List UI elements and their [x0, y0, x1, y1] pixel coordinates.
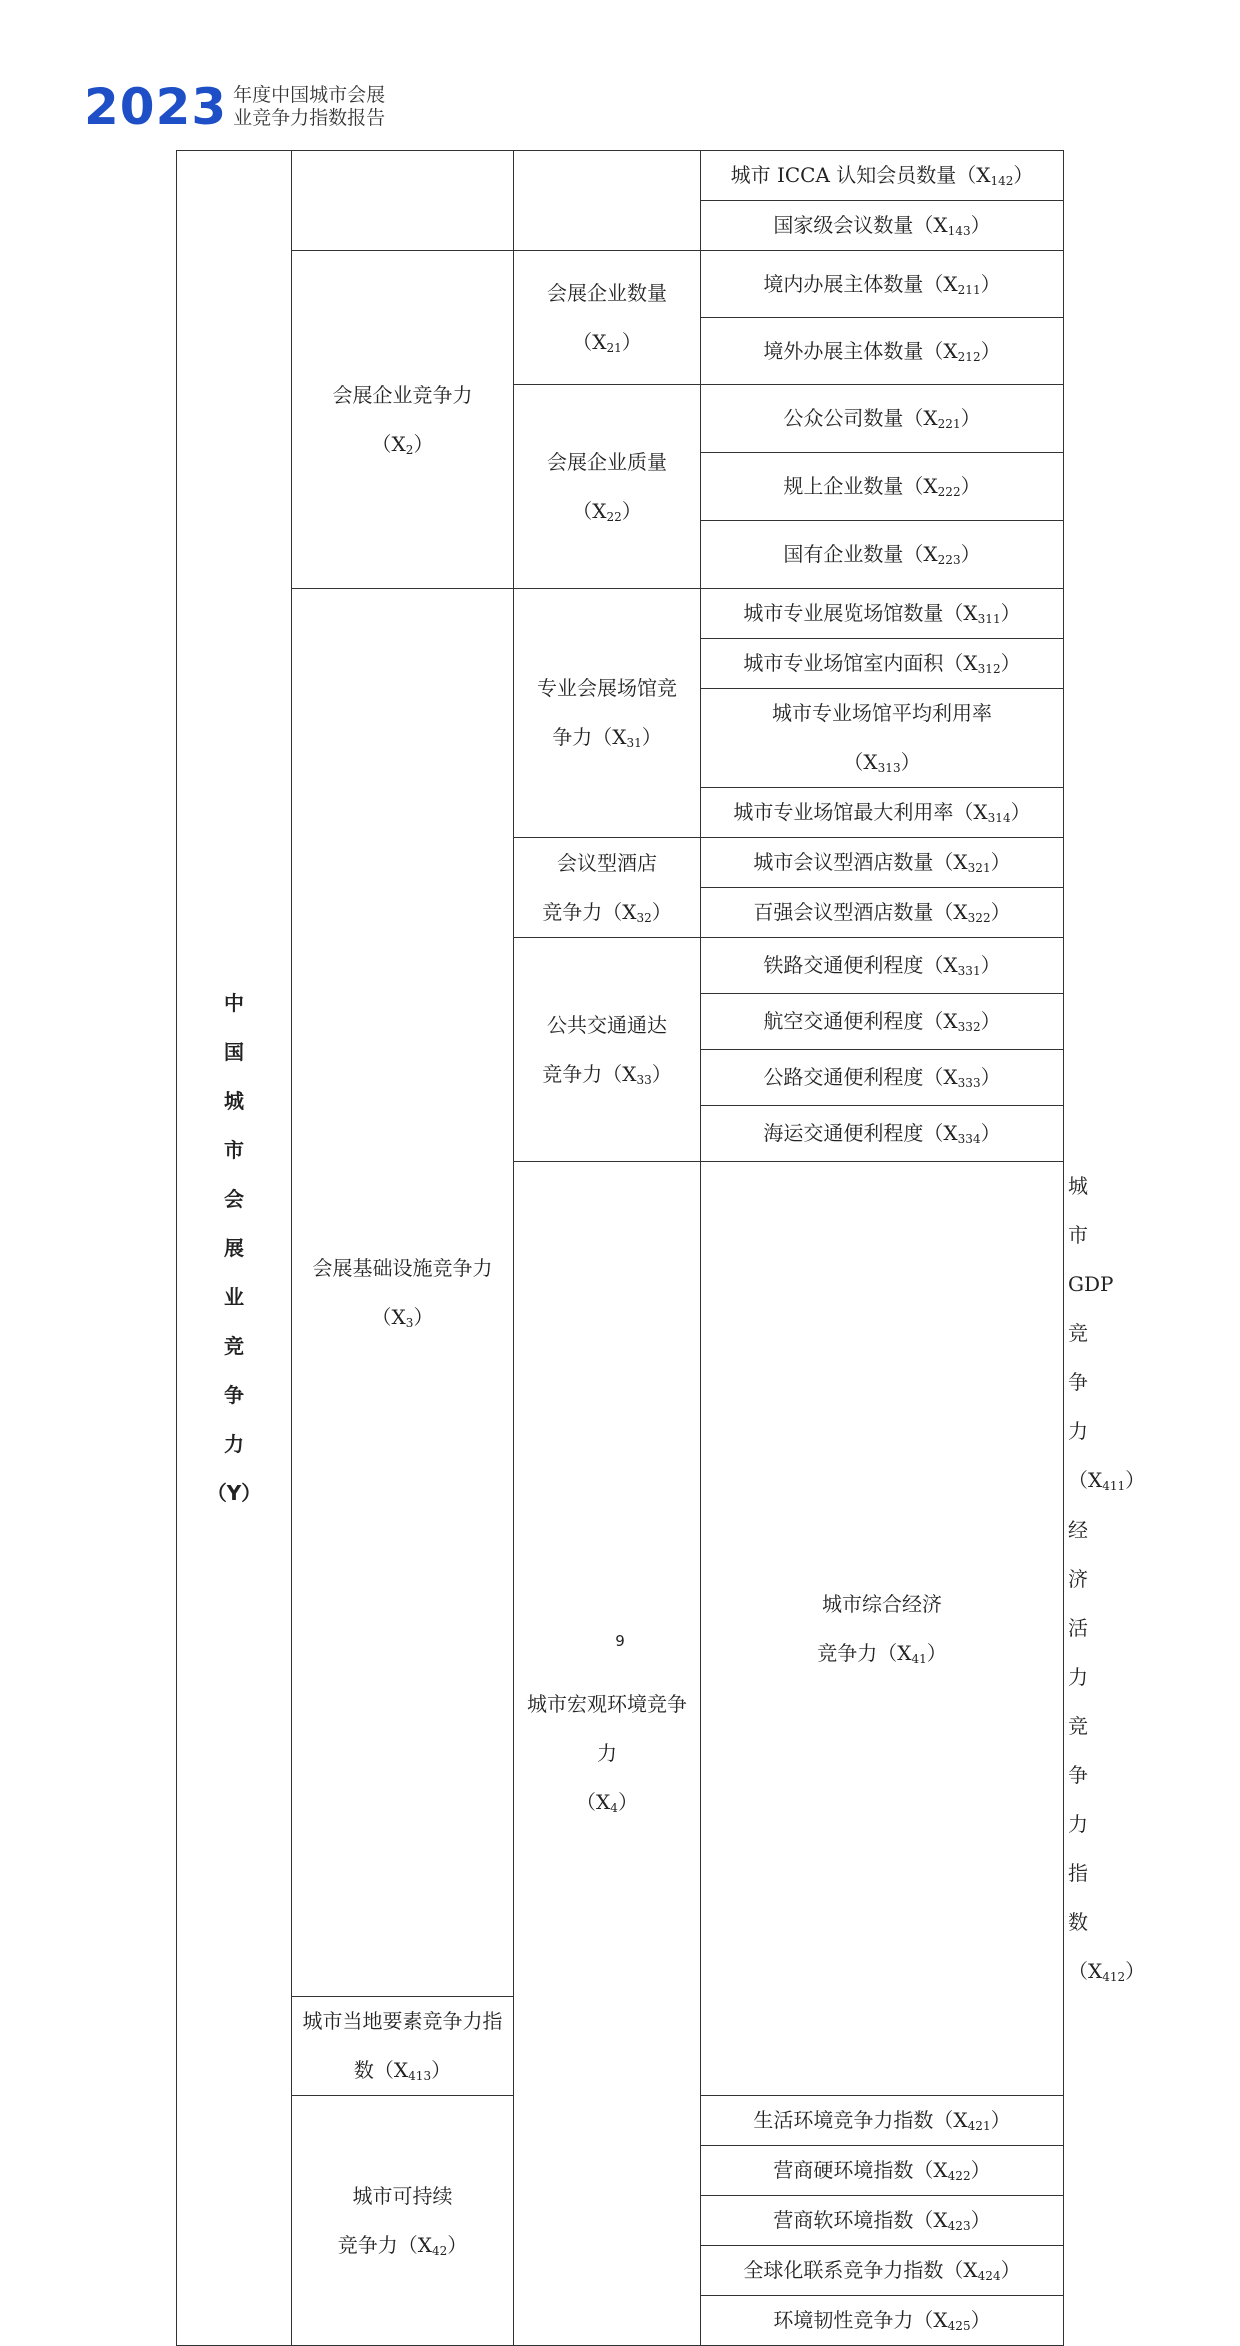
indicator-x313: 城市专业场馆平均利用率 $(X_{313})$	[701, 689, 1064, 788]
indicator-x332: 航空交通便利程度$(X_{332})$	[701, 994, 1064, 1050]
indicator-x222: 规上企业数量$(X_{222})$	[701, 453, 1064, 521]
target-y-char: 力	[224, 1431, 244, 1456]
page-number: 9	[615, 1632, 625, 1650]
sub-dimension-x22: 会展企业质量 $(X_{22})$	[514, 385, 701, 589]
indicator-x334: 海运交通便利程度$(X_{334})$	[701, 1106, 1064, 1162]
indicator-x322: 百强会议型酒店数量$(X_{322})$	[701, 888, 1064, 938]
sub-dimension-x33: 公共交通通达 竞争力$(X_{33})$	[514, 938, 701, 1162]
indicator-x333: 公路交通便利程度$(X_{333})$	[701, 1050, 1064, 1106]
report-header	[84, 78, 386, 136]
target-y-char: 中	[224, 990, 244, 1015]
sub-dimension-x41: 城市综合经济 竞争力$(X_{41})$	[701, 1162, 1064, 2096]
dimension-x3-name: 会展基础设施竞争力	[312, 1255, 493, 1280]
indicator-x321: 城市会议型酒店数量$(X_{321})$	[701, 838, 1064, 888]
report-title-line1: 年度中国城市会展	[233, 84, 386, 106]
indicator-x331: 铁路交通便利程度$(X_{331})$	[701, 938, 1064, 994]
dimension-x3: 会展基础设施竞争力 $(X_3)$	[292, 589, 514, 1997]
sub-dimension-x21: 会展企业数量 $(X_{21})$	[514, 251, 701, 385]
indicator-x314: 城市专业场馆最大利用率$(X_{314})$	[701, 788, 1064, 838]
target-y-char: （Y）	[206, 1480, 262, 1505]
indicator-x421: 生活环境竞争力指数$(X_{421})$	[701, 2096, 1064, 2146]
target-y-char: 会	[224, 1186, 244, 1211]
sub-dimension-x42: 城市可持续 竞争力$(X_{42})$	[292, 2096, 514, 2346]
target-y-char: 国	[224, 1039, 244, 1064]
indicator-x142: 城市 ICCA 认知会员数量$(X_{142})$	[701, 151, 1064, 201]
dimension-x4-name: 城市宏观环境竞争力	[527, 1692, 687, 1765]
report-year: 2023	[84, 78, 228, 136]
sub-dimension-x31: 专业会展场馆竞 争力$(X_{31})$	[514, 589, 701, 838]
target-y-char: 展	[224, 1235, 244, 1260]
sub-dimension-x32: 会议型酒店 竞争力$(X_{32})$	[514, 838, 701, 938]
x1-continuation-cell	[292, 151, 514, 251]
indicator-x424: 全球化联系竞争力指数$(X_{424})$	[701, 2246, 1064, 2296]
target-y-cell	[177, 151, 292, 2346]
dimension-x2-name: 会展企业竞争力	[332, 382, 473, 407]
indicator-x422: 营商硬环境指数$(X_{422})$	[701, 2146, 1064, 2196]
target-y-char: 城	[224, 1088, 244, 1113]
indicator-x425: 环境韧性竞争力$(X_{425})$	[701, 2296, 1064, 2346]
x14-continuation-cell	[514, 151, 701, 251]
target-y-char: 争	[224, 1382, 244, 1407]
target-y-char: 竞	[224, 1333, 244, 1358]
indicator-x221: 公众公司数量$(X_{221})$	[701, 385, 1064, 453]
dimension-x2: 会展企业竞争力 $(X_2)$	[292, 251, 514, 589]
report-title-line2: 业竞争力指数报告	[233, 107, 386, 129]
indicator-x311: 城市专业展览场馆数量$(X_{311})$	[701, 589, 1064, 639]
indicator-x143: 国家级会议数量$(X_{143})$	[701, 201, 1064, 251]
dimension-x4: 城市宏观环境竞争力 $(X_4)$	[514, 1162, 701, 2346]
target-y-char: 市	[224, 1137, 244, 1162]
indicator-x312: 城市专业场馆室内面积$(X_{312})$	[701, 639, 1064, 689]
indicator-table: 中 国 城 市 会 展 业 竞 争 力 （Y） 城市 ICCA 认知会员数量$(X_{142})$ 国家级会议数量$(X_{143})$ 会展企业竞争力 $(X_2)$ 会展企业数量 $(X_{21})$ 境内办展主体数量$(X_{211})$ 境外办展主体数量$(X_{212})$ 会展企业质量 $(X_{22})$ 公众公司数量$(X_{221})$ 规上企业数量$(X_{222})$ 国有企业数量$(X_{223})$ 会展基础设施竞争力 $(X_3)$ 专业会展场馆竞 争力$(X_{31})$ 城市专业展览场馆数量$(X_{311})$ 城市专业场馆室内面积$(X_{312})$ 城市专业场馆平均利用率 $(X_{313})$ 城市专业场馆最大利用率$(X_{314})$ 会议型酒店 竞争力$(X_{32})$ 城市会议型酒店数量$(X_{321})$ 百强会议型酒店数量$(X_{322})$ 公共交通通达 竞争力$(X_{33})$ 铁路交通便利程度$(X_{331})$ 航空交通便利程度$(X_{332})$ 公路交通便利程度$(X_{333})$ 海运交通便利程度$(X_{334})$ 城市宏观环境竞争力 $(X_4)$ 城市综合经济 竞争力$(X_{41})$ 城市 GDP 竞争力$(X_{411})$ 经济活力竞争力指数$(X_{412})$ 城市当地要素竞争力指数$(X_{413})$ 城市可持续 竞争力$(X_{42})$ 生活环境竞争力指数$(X_{421})$ 营商硬环境指数$(X_{422})$ 营商软环境指数$(X_{423})$ 全球化联系竞争力指数$(X_{424})$ 环境韧性竞争力$(X_{425})$	[176, 150, 1064, 2346]
indicator-x212: 境外办展主体数量$(X_{212})$	[701, 318, 1064, 385]
indicator-x423: 营商软环境指数$(X_{423})$	[701, 2196, 1064, 2246]
indicator-x223: 国有企业数量$(X_{223})$	[701, 521, 1064, 589]
target-y-char: 业	[224, 1284, 244, 1309]
indicator-x211: 境内办展主体数量$(X_{211})$	[701, 251, 1064, 318]
report-title	[233, 84, 385, 130]
indicator-x413: 城市当地要素竞争力指数$(X_{413})$	[292, 1997, 514, 2096]
